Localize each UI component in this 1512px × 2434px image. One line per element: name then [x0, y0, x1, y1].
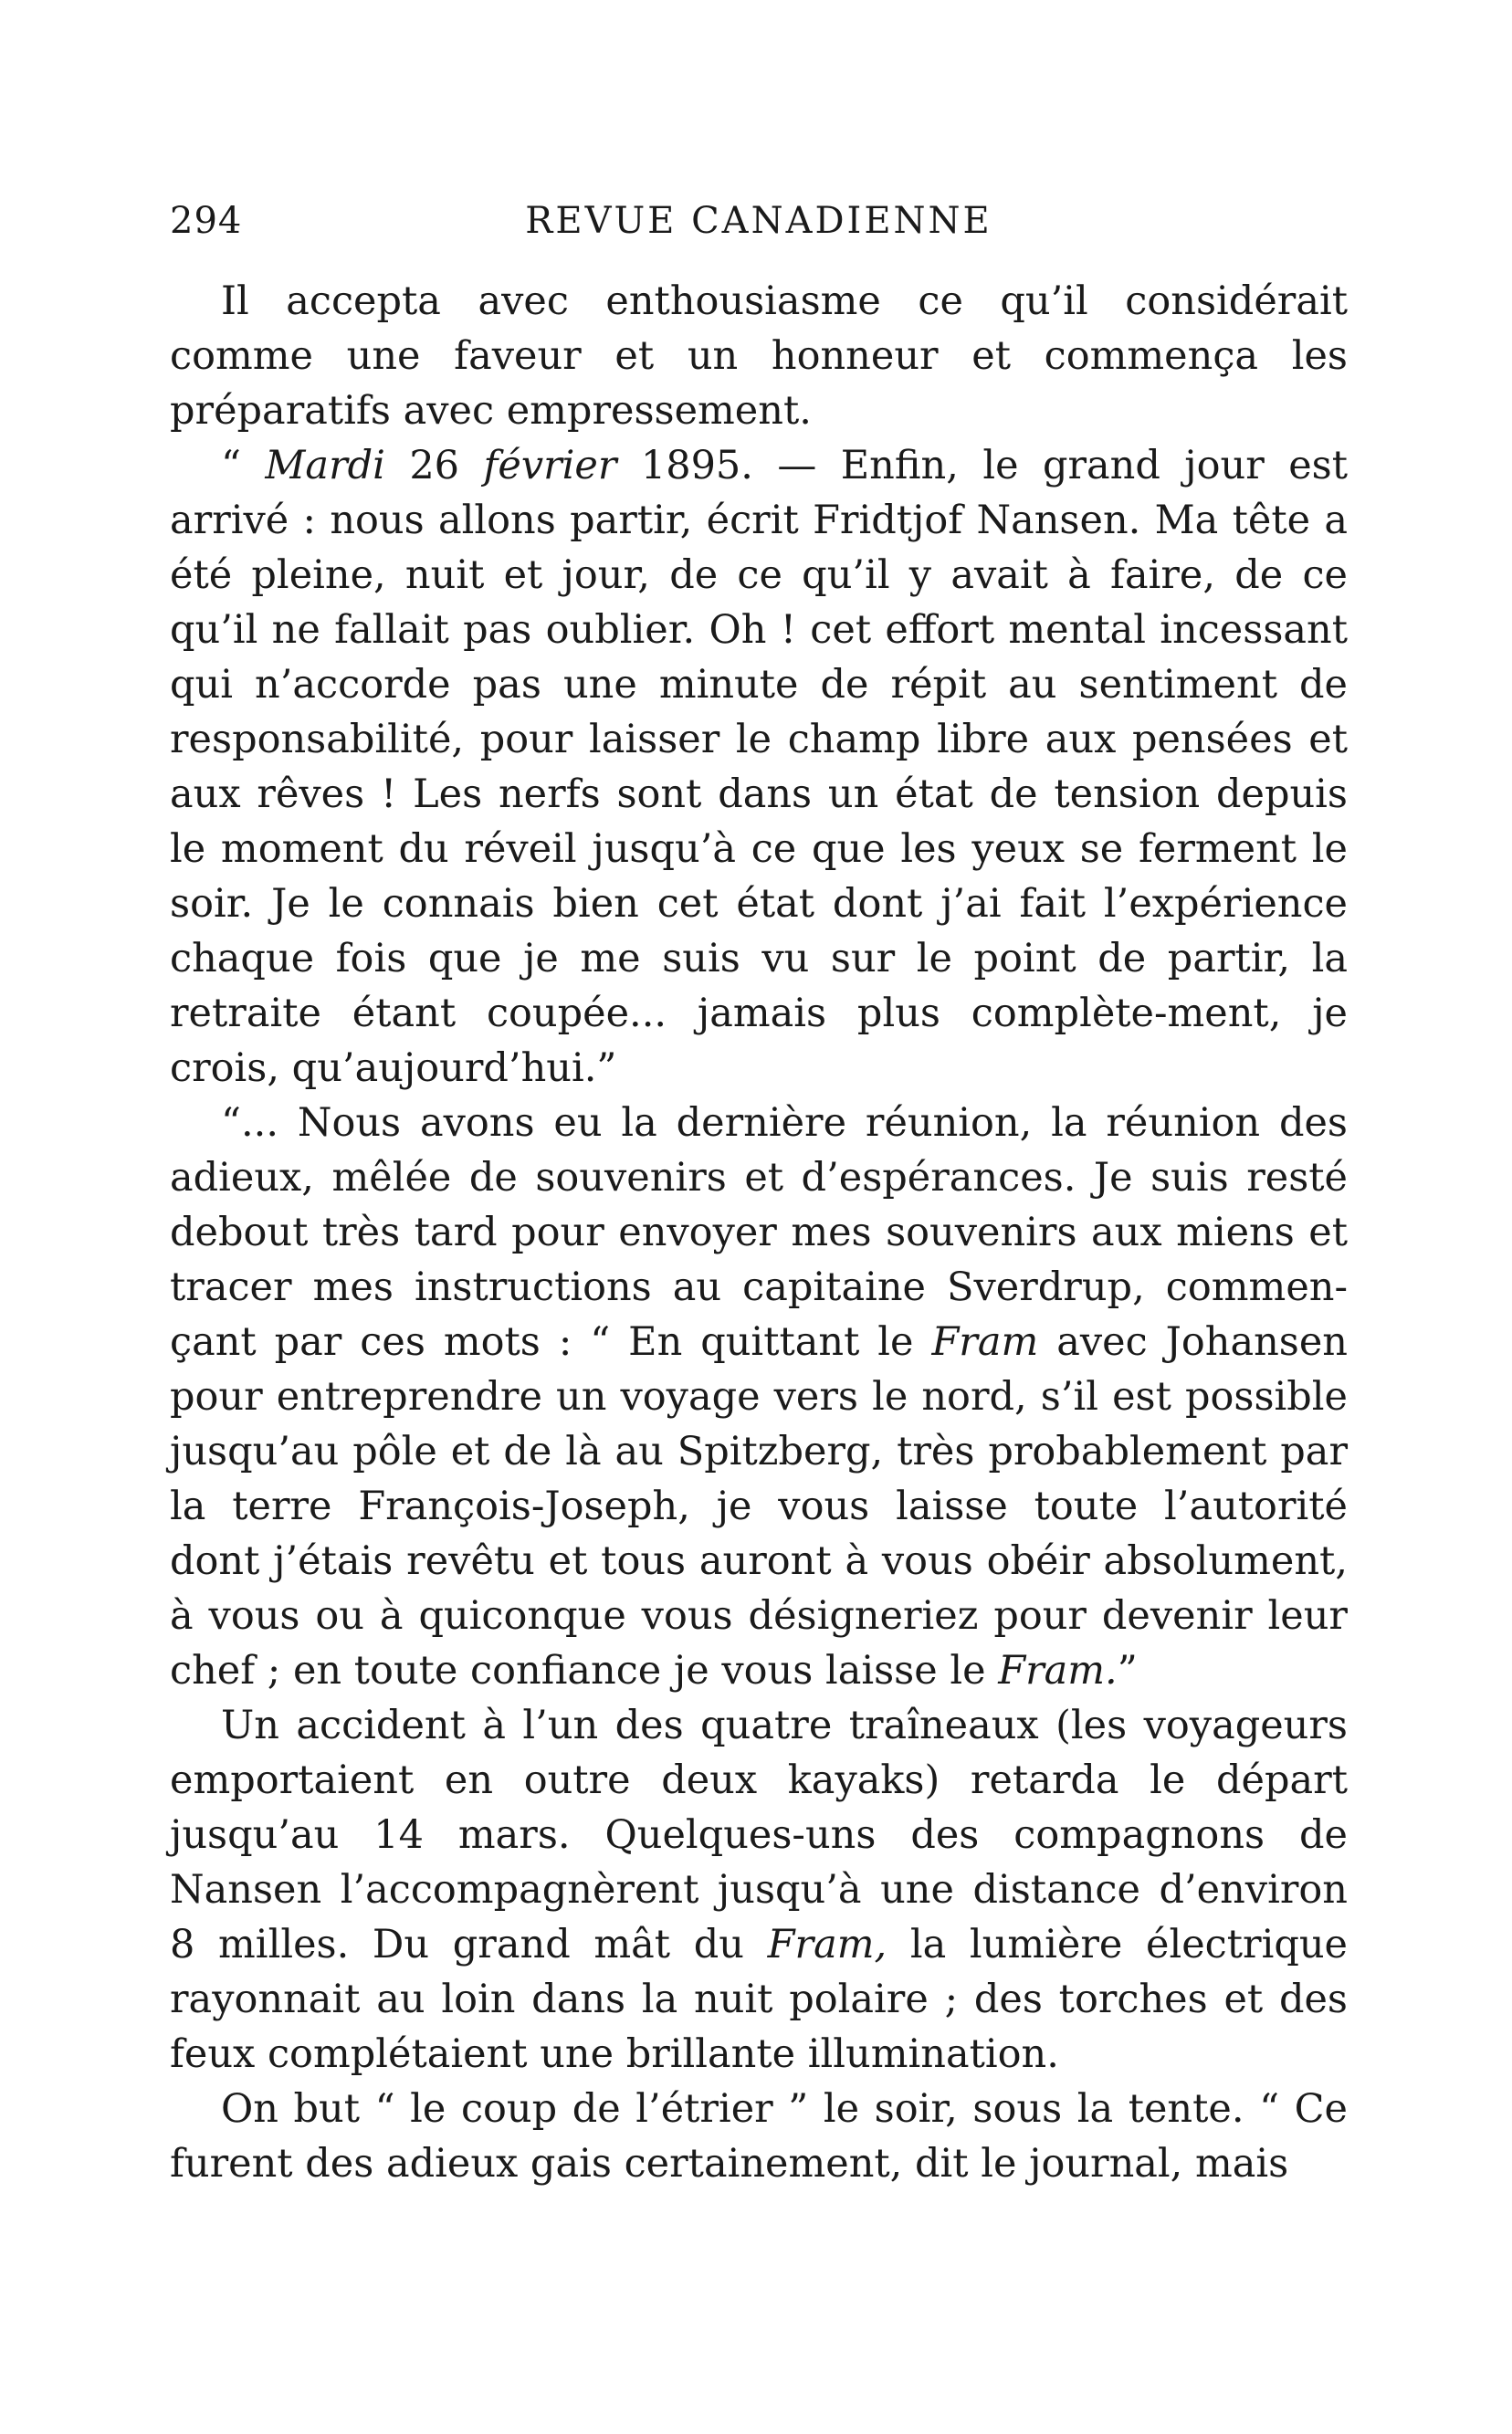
italic-text: Fram,	[767, 1922, 887, 1967]
text-run: avec Johansen pour entreprendre un voyage vers le nord, s’il est possible jusqu’au pôle et de là au Spitzberg, très probablement par la terre François-Joseph, je vous laisse toute l’autorité dont j’étais revêtu et tous auront à vous obéir absolument, à vous ou à quiconque vous désigneriez pour devenir leur chef ; en toute confiance je vous laisse le	[170, 1319, 1348, 1694]
italic-text: Fram	[931, 1319, 1039, 1365]
text-run: ”	[1117, 1648, 1138, 1694]
text-run: la lumière électrique rayonnait au loin dans la nuit polaire ; des torches et des feux complétaient une brillante illumination.	[170, 1922, 1348, 2077]
page-number: 294	[170, 200, 243, 242]
paragraph	[170, 274, 1348, 438]
text-run: “... Nous avons eu la dernière réunion, la réunion des adieux, mêlée de souvenirs et d’espérances. Je suis resté debout très tard pour envoyer mes souvenirs aux miens et tracer mes instructions au capitaine Sverdrup, commen-çant par ces mots : “ En quittant le	[170, 1100, 1348, 1365]
running-title: REVUE CANADIENNE	[525, 200, 992, 242]
text-run: Un accident à l’un des quatre traîneaux (les voyageurs emportaient en outre deux kayaks) retarda le départ jusqu’au 14 mars. Quelques-uns des compagnons de Nansen l’accompagnèrent jusqu’à une distance d’environ 8 milles. Du grand mât du	[170, 1703, 1348, 1967]
text-run: Il accepta avec enthousiasme ce qu’il considérait comme une faveur et un honneur et commença les préparatifs avec empressement.	[170, 278, 1348, 434]
paragraph	[170, 2082, 1348, 2191]
italic-text: Mardi	[265, 443, 385, 488]
paragraph	[170, 438, 1348, 1096]
text-run: 26	[384, 443, 484, 488]
italic-text: Fram.	[998, 1648, 1118, 1694]
text-run: On but “ le coup de l’étrier ” le soir, sous la tente. “ Ce furent des adieux gais certainement, dit le journal, mais	[170, 2086, 1348, 2187]
paragraph	[170, 1698, 1348, 2082]
text-run: “	[221, 443, 266, 488]
running-head	[170, 194, 1348, 248]
italic-text: février	[483, 443, 617, 488]
paragraph	[170, 1096, 1348, 1698]
text-run: 1895. — Enfin, le grand jour est arrivé : nous allons partir, écrit Fridtjof Nansen. Ma tête a été pleine, nuit et jour, de ce qu’il y avait à faire, de ce qu’il ne fallait pas oublier. Oh ! cet effort mental incessant qui n’accorde pas une minute de répit au sentiment de responsabilité, pour laisser le champ libre aux pensées et aux rêves ! Les nerfs sont dans un état de tension depuis le moment du réveil jusqu’à ce que les yeux se ferment le soir. Je le connais bien cet état dont j’ai fait l’expérience chaque fois que je me suis vu sur le point de partir, la retraite étant coupée... jamais plus complète-ment, je crois, qu’aujourd’hui.”	[170, 443, 1348, 1091]
body-text	[170, 274, 1348, 2191]
